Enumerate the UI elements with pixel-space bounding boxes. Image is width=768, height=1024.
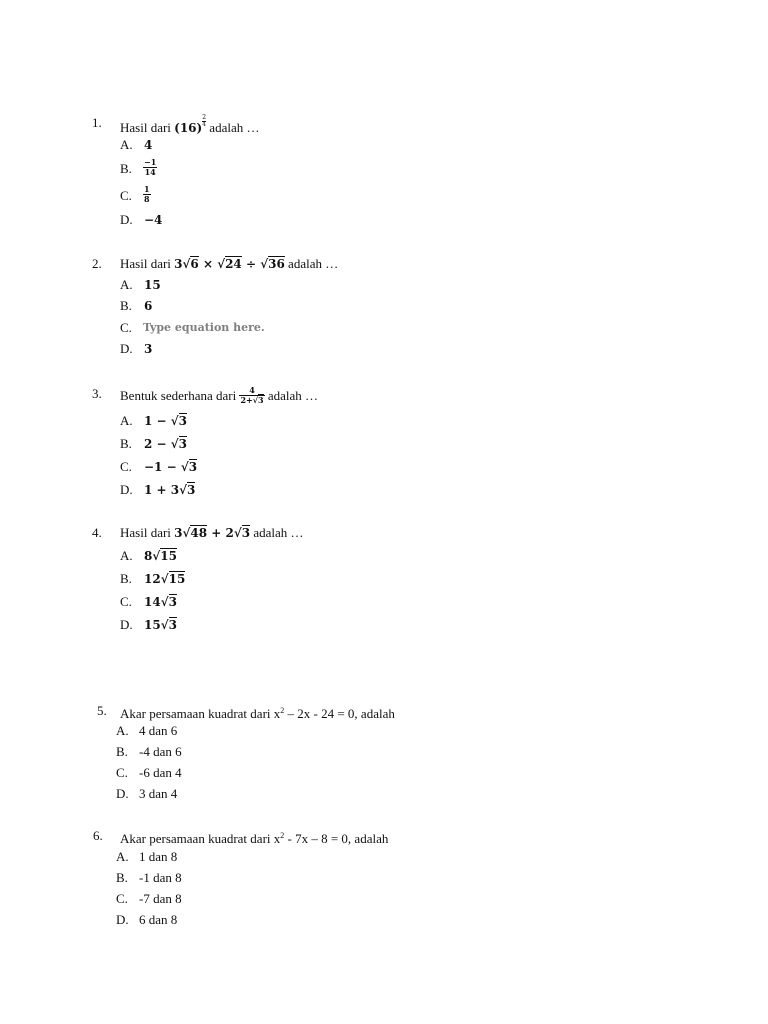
option-c: $\frac{1}{8}$ bbox=[144, 184, 150, 204]
option-a: 15 bbox=[144, 278, 161, 292]
question-text: Akar persamaan kuadrat dari $x^2 - 7x - 8 = 0$, adalah bbox=[120, 831, 389, 846]
option-c: -6 dan 4 bbox=[139, 765, 182, 780]
option-b: 6 bbox=[144, 299, 153, 313]
question-text: Bentuk sederhana dari $\frac{4}{2+√3}$ adalah … bbox=[120, 385, 319, 405]
option-b: -1 dan 8 bbox=[139, 870, 182, 885]
question-number: 6. bbox=[93, 828, 103, 843]
question-text: Hasil dari (16) $\frac{2}{4}$ adalah … bbox=[120, 114, 260, 135]
option-a: 4 dan 6 bbox=[139, 723, 178, 738]
question-text: Hasil dari 3√48 + 2√3 adalah … bbox=[120, 525, 304, 540]
option-a: 1 − √3 bbox=[144, 414, 188, 428]
option-d: 3 bbox=[144, 342, 153, 356]
option-a: 1 dan 8 bbox=[139, 849, 178, 864]
question-number: 4. bbox=[92, 525, 102, 540]
question-number: 2. bbox=[92, 256, 102, 271]
question-number: 3. bbox=[92, 386, 102, 401]
option-b: -4 dan 6 bbox=[139, 744, 182, 759]
option-d: 15√3 bbox=[144, 618, 177, 632]
option-c: 14√3 bbox=[144, 595, 177, 609]
option-a: 8√15 bbox=[144, 549, 177, 563]
option-c: −1 − √3 bbox=[144, 460, 198, 474]
question-number: 5. bbox=[97, 703, 107, 718]
option-b: 12√15 bbox=[144, 572, 186, 586]
question-number: 1. bbox=[92, 115, 102, 130]
option-a: 4 bbox=[144, 138, 153, 152]
option-b: $\frac{-1}{14}$ bbox=[144, 157, 157, 177]
equation-placeholder[interactable]: Type equation here. bbox=[143, 321, 265, 334]
question-text: Hasil dari 3√6 × √24 ÷ √36 adalah … bbox=[120, 256, 339, 271]
option-b: 2 − √3 bbox=[144, 437, 188, 451]
option-d: 6 dan 8 bbox=[139, 912, 178, 927]
option-d: 3 dan 4 bbox=[139, 786, 178, 801]
option-c: -7 dan 8 bbox=[139, 891, 182, 906]
option-d: 1 + 3√3 bbox=[144, 483, 196, 497]
option-d: −4 bbox=[144, 213, 163, 227]
question-text: Akar persamaan kuadrat dari $x^2 - 2x - 24 = 0$, adalah bbox=[120, 706, 395, 721]
